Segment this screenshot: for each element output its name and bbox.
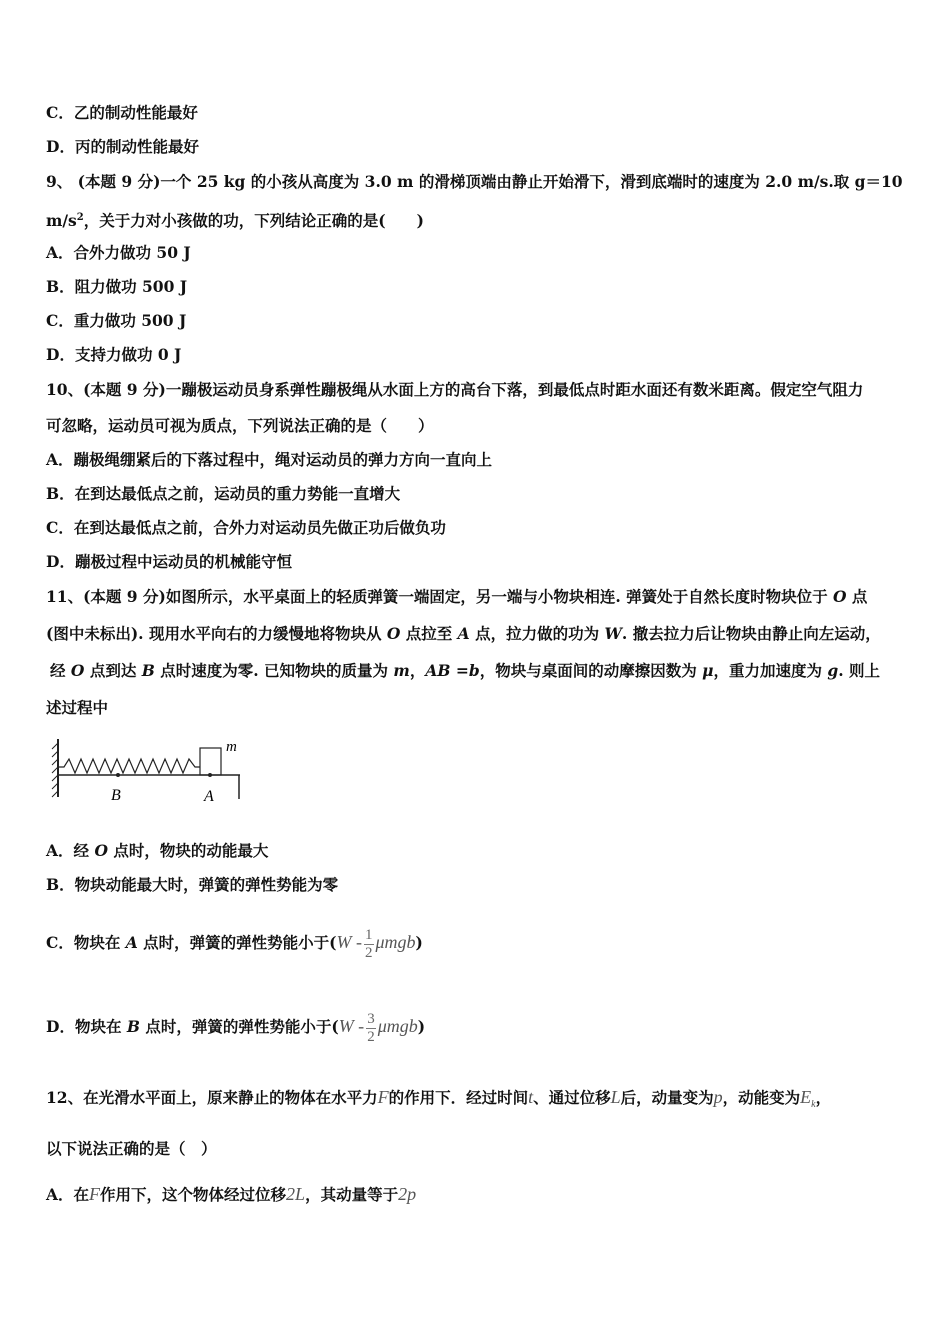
q11-option-b: B．物块动能最大时，弹簧的弹性势能为零 — [46, 875, 339, 894]
var-O: O — [70, 661, 85, 680]
q11-option-d — [46, 996, 425, 1056]
var-b: b — [468, 661, 480, 680]
label-A: A — [204, 788, 214, 803]
var-F: F — [89, 1184, 101, 1204]
q11-option-a — [46, 841, 268, 861]
option-text: A．经 — [46, 841, 95, 860]
q10-option-d: D．蹦极过程中运动员的机械能守恒 — [46, 552, 292, 571]
option-text: A．在 — [46, 1185, 90, 1204]
stem-text: 经 — [50, 661, 71, 680]
stem-text: ， — [409, 661, 426, 680]
formula-mumgb: μmgb — [375, 932, 416, 952]
q10-option-b: B．在到达最低点之前，运动员的重力势能一直增大 — [46, 484, 401, 503]
superscript: 2 — [76, 212, 84, 223]
q11-stem-line4: 述过程中 — [46, 698, 109, 717]
fraction — [366, 1011, 376, 1046]
fraction-numerator: 1 — [365, 926, 373, 943]
q9-stem-line1: 9、 (本题 9 分)一个 25 kg 的小孩从高度为 3.0 m 的滑梯顶端由静止开始滑下，滑到底端时的速度为 2.0 m/s.取 g＝10 — [46, 172, 903, 191]
point-B — [116, 773, 120, 777]
option-text: 点时，物块的动能最大 — [107, 841, 269, 860]
var-A: A — [125, 933, 138, 952]
var-O: O — [386, 624, 401, 643]
q8-option-d: D．丙的制动性能最好 — [46, 137, 199, 156]
close-paren: ) — [415, 933, 423, 952]
stem-text: ，关于力对小孩做的功，下列结论正确的是( ) — [83, 211, 424, 231]
spring — [58, 759, 200, 773]
label-B: B — [111, 787, 121, 803]
formula-W: W - — [336, 932, 362, 952]
point-A — [208, 773, 212, 777]
var-B: B — [141, 661, 155, 680]
spring-block-figure — [50, 733, 250, 803]
formula-mumgb: μmgb — [377, 1016, 418, 1036]
var-2p: 2p — [398, 1184, 417, 1204]
var-g: g — [827, 661, 839, 680]
q12-stem-line2: 以下说法正确的是（ ） — [46, 1139, 217, 1158]
q8-option-c: C．乙的制动性能最好 — [46, 103, 198, 122]
subscript-k: k — [811, 1099, 816, 1110]
stem-text: ， — [815, 1088, 832, 1107]
q10-option-c: C．在到达最低点之前，合外力对运动员先做正功后做负功 — [46, 518, 446, 537]
fraction — [364, 927, 374, 962]
stem-text: 点 — [846, 587, 868, 606]
var-O: O — [94, 841, 108, 860]
stem-text: . 则上 — [838, 661, 881, 680]
var-AB: AB — [425, 661, 451, 680]
q9-option-d: D．支持力做功 0 J — [46, 345, 182, 364]
fraction-denominator: 2 — [367, 1028, 375, 1045]
close-paren: ) — [417, 1017, 426, 1036]
option-text: 作用下，这个物体经过位移 — [100, 1185, 287, 1204]
stem-text: ，物块与桌面间的动摩擦因数为 — [479, 661, 703, 680]
stem-text: 点拉至 — [400, 624, 458, 643]
label-m: m — [226, 739, 237, 755]
var-2L: 2L — [286, 1184, 306, 1204]
block — [200, 748, 221, 775]
stem-text: 点，拉力做的功为 — [469, 624, 605, 643]
q11-stem-line2 — [46, 624, 881, 644]
q12-stem-line1 — [46, 1087, 831, 1115]
var-E: E — [800, 1087, 812, 1107]
var-O: O — [833, 587, 847, 606]
fraction-numerator: 3 — [367, 1010, 375, 1027]
q11-option-c — [46, 912, 423, 972]
q11-stem-line1 — [46, 587, 867, 607]
stem-text: 点时速度为零. 已知物块的质量为 — [154, 661, 394, 680]
q10-stem-line2: 可忽略，运动员可视为质点，下列说法正确的是（ ） — [46, 416, 434, 435]
var-F: F — [377, 1087, 389, 1107]
var-mu: μ — [702, 661, 714, 680]
q9-option-a: A．合外力做功 50 J — [46, 243, 191, 262]
q12-option-a — [46, 1184, 416, 1205]
formula-W: W - — [338, 1016, 365, 1036]
stem-text: 、通过位移 — [533, 1088, 611, 1107]
q9-option-c: C．重力做功 500 J — [46, 311, 187, 330]
var-p: p — [713, 1087, 723, 1107]
option-text: D．物块在 — [46, 1017, 127, 1036]
stem-text: 12、在光滑水平面上，原来静止的物体在水平力 — [46, 1088, 378, 1107]
stem-text: 点到达 — [84, 661, 142, 680]
fraction-denominator: 2 — [365, 944, 373, 961]
var-t: t — [528, 1087, 534, 1107]
stem-text: 的作用下．经过时间 — [388, 1088, 529, 1107]
q10-stem-line1: 10、(本题 9 分)一蹦极运动员身系弹性蹦极绳从水面上方的高台下落，到最低点时距水面还有数米距离。假定空气阻力 — [46, 380, 864, 399]
stem-text: 后，动量变为 — [620, 1088, 714, 1107]
var-A: A — [457, 624, 470, 643]
option-text: 点时，弹簧的弹性势能小于( — [139, 1017, 339, 1036]
stem-text: = — [450, 661, 469, 680]
stem-text: 11、(本题 9 分)如图所示，水平桌面上的轻质弹簧一端固定，另一端与小物块相连. 弹簧处于自然长度时物块位于 — [46, 587, 834, 606]
var-m: m — [393, 661, 410, 680]
var-W: W — [604, 624, 622, 643]
stem-text: ，重力加速度为 — [713, 661, 828, 680]
option-text: ，其动量等于 — [305, 1185, 399, 1204]
q9-option-b: B．阻力做功 500 J — [46, 277, 188, 296]
var-B: B — [126, 1017, 140, 1036]
q9-stem-line2 — [46, 208, 424, 231]
stem-text: ，动能变为 — [722, 1088, 801, 1107]
option-text: 点时，弹簧的弹性势能小于( — [137, 933, 337, 952]
q11-stem-line3 — [50, 661, 880, 681]
unit-text: m/s — [46, 211, 77, 231]
var-L: L — [610, 1087, 621, 1107]
stem-text: . 撤去拉力后让物块由静止向左运动， — [621, 624, 881, 643]
q10-option-a: A．蹦极绳绷紧后的下落过程中，绳对运动员的弹力方向一直向上 — [46, 450, 493, 469]
stem-text: (图中未标出). 现用水平向右的力缓慢地将物块从 — [46, 624, 387, 643]
option-text: C．物块在 — [46, 933, 126, 952]
